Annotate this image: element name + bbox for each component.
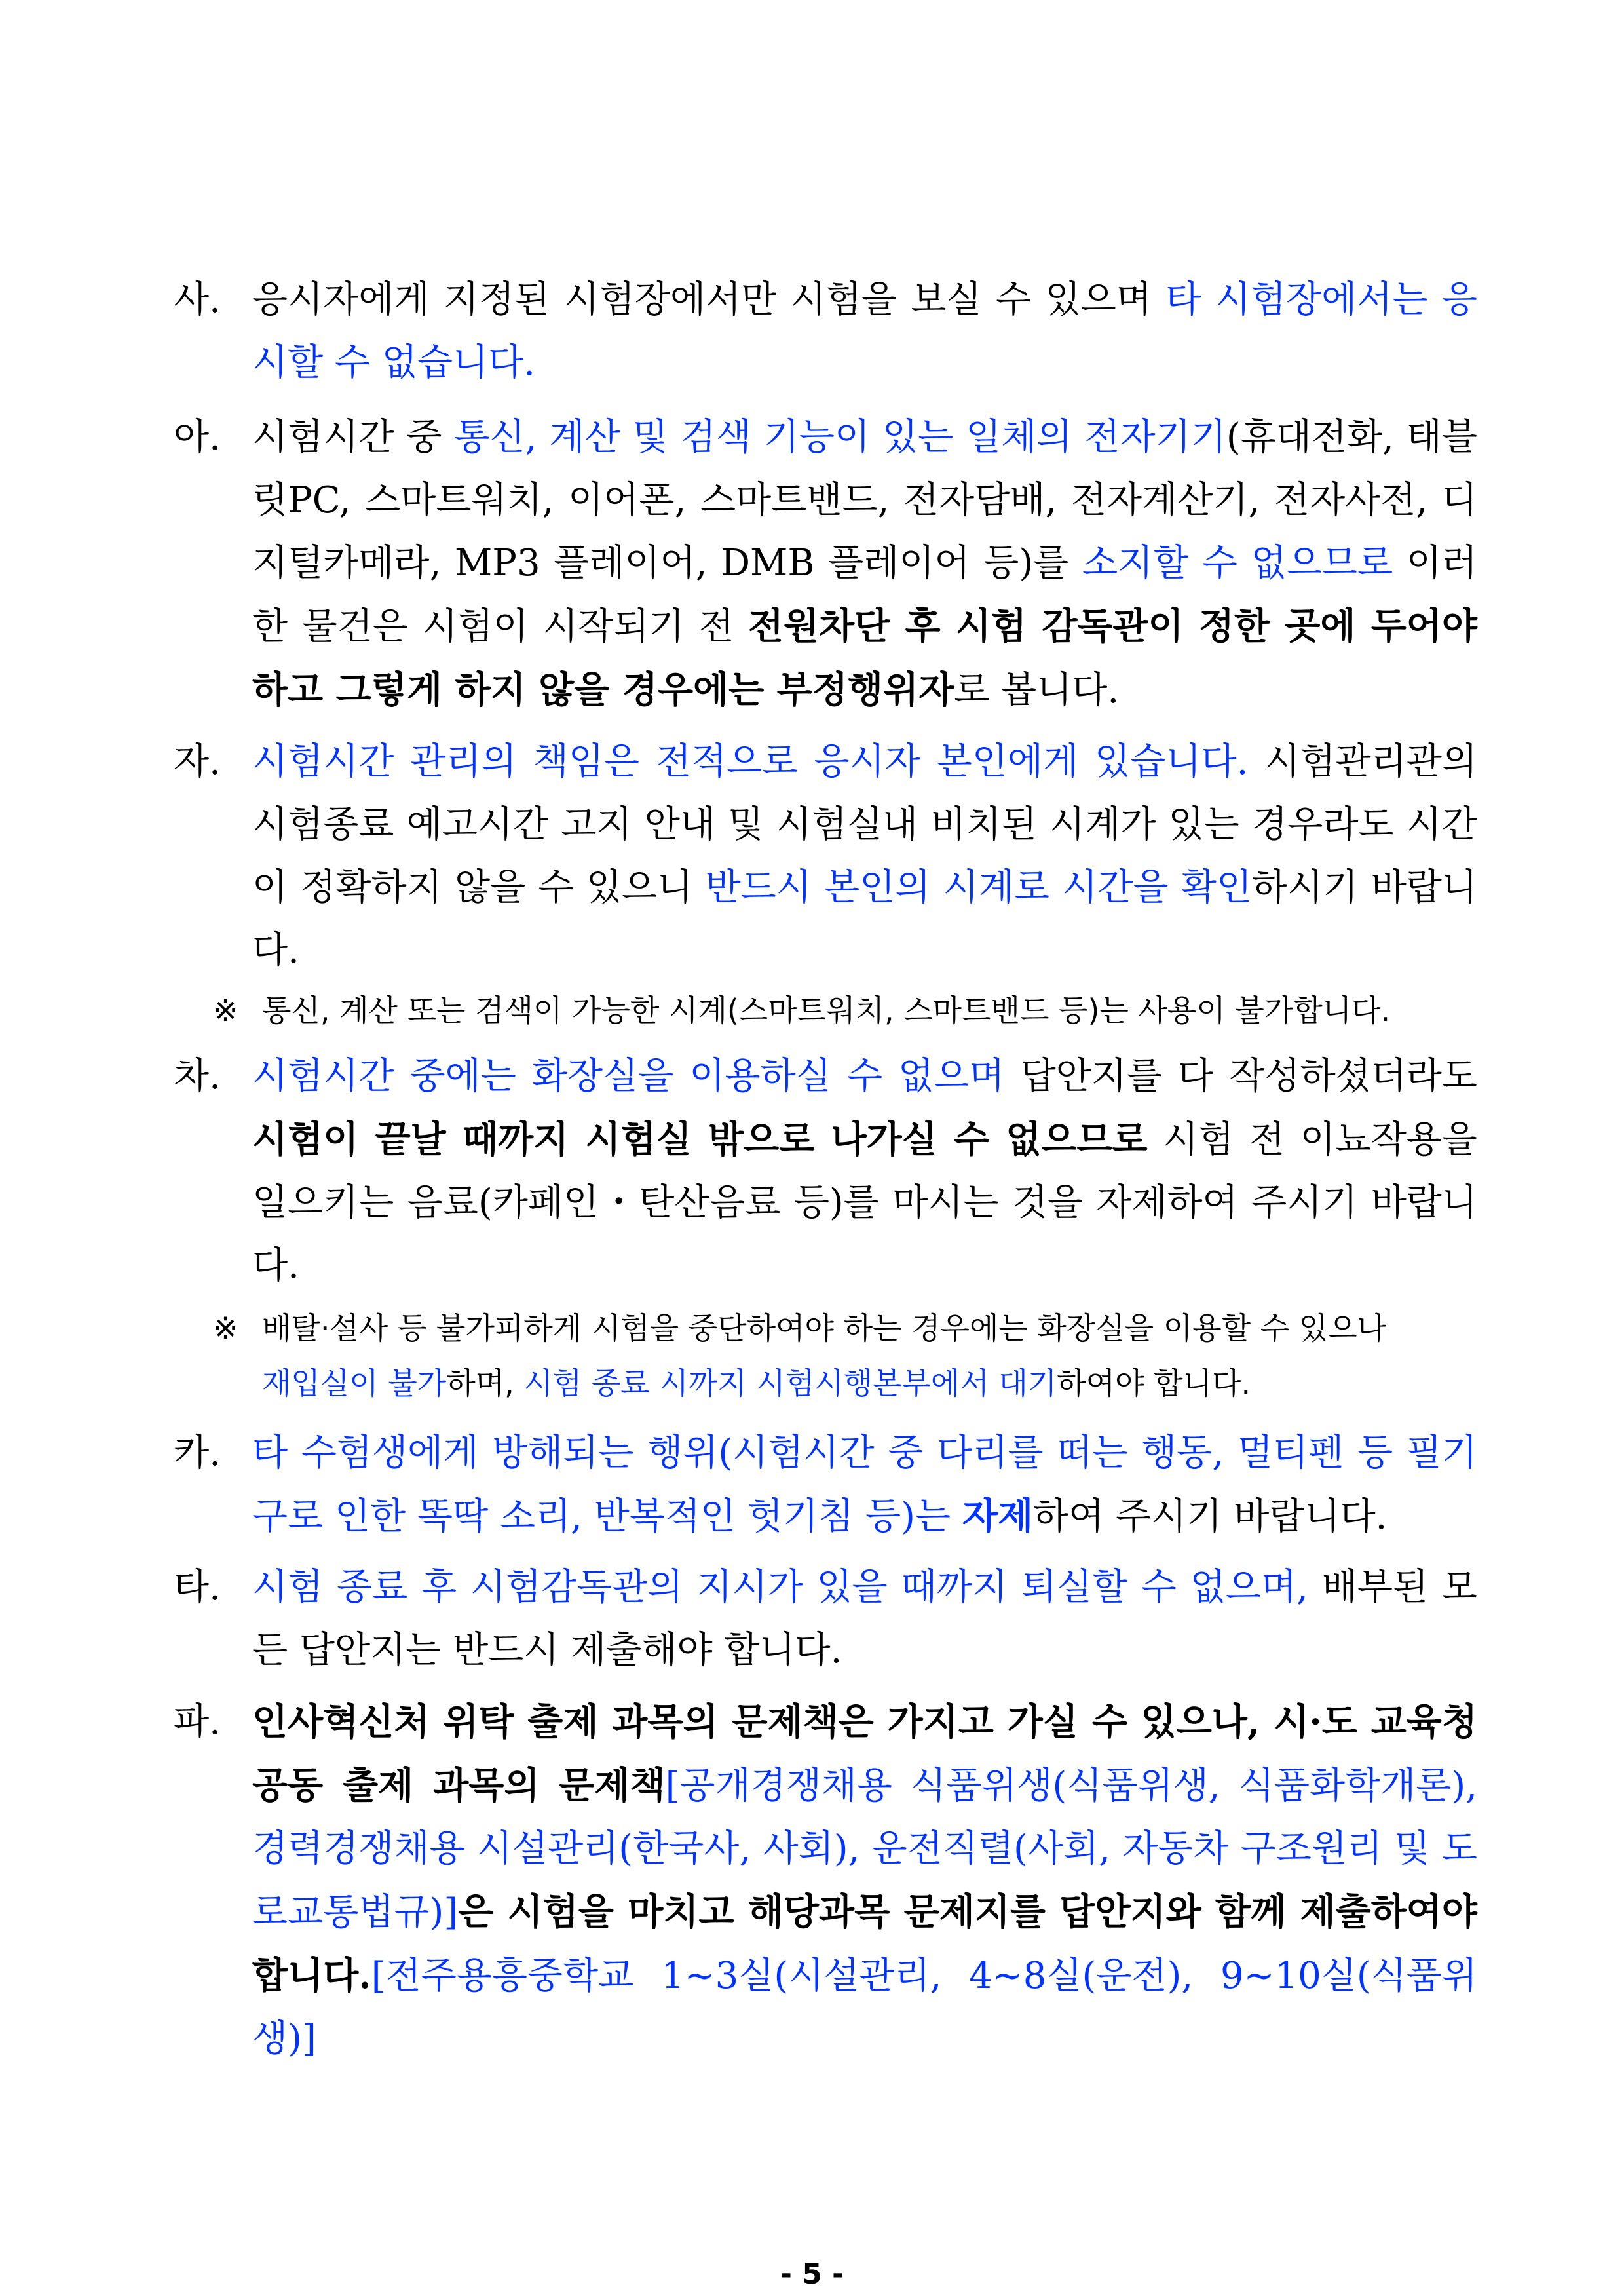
emphasis-text: [전주용흥중학교 1~3실(시설관리, 4~8실(운전), 9~10실(식품위생)] bbox=[252, 1955, 1477, 2060]
note-continuation: 재입실이 불가하며, 시험 종료 시까지 시험시행본부에서 대기하여야 합니다. bbox=[262, 1366, 1251, 1401]
section-body: 시험시간 중 통신, 계산 및 검색 기능이 있는 일체의 전자기기(휴대전화, 태블릿PC, 스마트워치, 이어폰, 스마트밴드, 전자담배, 전자계산기, 전자사전, 디지털카메라, MP3 플레이어, DMB 플레이어 등)를 소지할 수 없으므로 이러한 물건은 시험이 시작되기 전 전원차단 후 시험 감독관이 정한 곳에 두어야 하고 그렇게 하지 않을 경우에는 부정행위자로 봅니다. bbox=[252, 416, 1478, 712]
bold-text: 시험이 끝날 때까지 시험실 밖으로 나가실 수 없으므로 bbox=[252, 1118, 1148, 1161]
section-marker: 자. bbox=[174, 740, 221, 783]
emphasis-text: 시험 종료 후 시험감독관의 지시가 있을 때까지 퇴실할 수 없으며, bbox=[252, 1566, 1308, 1609]
bold-text: 은 시험을 마치고 해당과목 문제지를 답안지와 함께 제출하여야 합니다. bbox=[252, 1890, 1477, 1997]
section-body: 시험 종료 후 시험감독관의 지시가 있을 때까지 퇴실할 수 없으며, 배부된 모든 답안지는 반드시 제출해야 합니다. bbox=[252, 1566, 1477, 1672]
section-body: 타 수험생에게 방해되는 행위(시험시간 중 다리를 떠는 행동, 멀티펜 등 필기구로 인한 똑딱 소리, 반복적인 헛기침 등)는 자제하여 주시기 바랍니다. bbox=[252, 1432, 1477, 1538]
note-marker: ※ bbox=[213, 1311, 238, 1346]
note-text: 배탈·설사 등 불가피하게 시험을 중단하여야 하는 경우에는 화장실을 이용할 수 있으나 bbox=[262, 1311, 1387, 1346]
section-marker: 사. bbox=[174, 278, 221, 321]
section-marker: 아. bbox=[174, 416, 221, 459]
emphasis-text: 반드시 본인의 시계로 시간을 확인 bbox=[705, 866, 1253, 909]
section-pa bbox=[174, 1691, 1477, 2071]
emphasis-bold-text: 자제 bbox=[962, 1495, 1034, 1538]
section-body bbox=[252, 1691, 1477, 2071]
note-smartwatch bbox=[213, 983, 1484, 1038]
emphasis-text: [공개경쟁채용 식품위생(식품위생, 식품화학개론), 경력경쟁채용 시설관리(한국사, 사회), 운전직렬(사회, 자동차 구조원리 및 도로교통법규)] bbox=[252, 1765, 1477, 1934]
section-marker: 파. bbox=[174, 1700, 221, 1743]
note-marker: ※ bbox=[213, 993, 238, 1028]
bold-text: 인사혁신처 위탁 출제 과목의 문제책은 가지고 가실 수 있으나, 시·도 교육청 공동 출제 과목의 문제책 bbox=[252, 1700, 1477, 1807]
section-marker: 타. bbox=[174, 1566, 221, 1609]
emphasis-text: 타 수험생에게 방해되는 행위 bbox=[252, 1432, 719, 1474]
emphasis-text: 소지할 수 없으므로 bbox=[1082, 542, 1393, 584]
section-ja bbox=[174, 731, 1477, 982]
note-restroom bbox=[213, 1301, 1484, 1411]
section-marker: 카. bbox=[174, 1432, 221, 1474]
emphasis-text: 시험시간 관리의 책임은 전적으로 응시자 본인에게 있습니다. bbox=[252, 740, 1249, 783]
emphasis-text: (시험시간 중 다리를 떠는 행동, 멀티펜 등 필기구로 인한 똑딱 소리, 반복적인 헛기침 등)는 bbox=[252, 1432, 1477, 1538]
emphasis-text: 시험시간 중에는 화장실을 이용하실 수 없으며 bbox=[252, 1055, 1005, 1098]
section-body: 시험시간 관리의 책임은 전적으로 응시자 본인에게 있습니다. 시험관리관의 시험종료 예고시간 고지 안내 및 시험실내 비치된 시계가 있는 경우라도 시간이 정확하지 않을 수 있으니 반드시 본인의 시계로 시간을 확인하시기 바랍니다. bbox=[252, 740, 1477, 972]
section-body: 응시자에게 지정된 시험장에서만 시험을 보실 수 있으며 타 시험장에서는 응시할 수 없습니다. bbox=[252, 278, 1477, 384]
emphasis-text: 시험 종료 시까지 시험시행본부에서 대기 bbox=[523, 1366, 1057, 1401]
page-number: - 5 - bbox=[780, 2257, 844, 2291]
emphasis-text: 통신, 계산 및 검색 기능이 있는 일체의 전자기기 bbox=[454, 416, 1226, 459]
section-sa bbox=[174, 269, 1477, 394]
section-cha bbox=[174, 1045, 1477, 1297]
section-a bbox=[174, 406, 1477, 722]
note-text: 통신, 계산 또는 검색이 가능한 시계(스마트워치, 스마트밴드 등)는 사용이 불가합니다. bbox=[262, 993, 1391, 1028]
section-ka bbox=[174, 1422, 1477, 1548]
section-body: 시험시간 중에는 화장실을 이용하실 수 없으며 답안지를 다 작성하셨더라도 시험이 끝날 때까지 시험실 밖으로 나가실 수 없으므로 시험 전 이뇨작용을 일으키는 음료(카페인・탄산음료 등)를 마시는 것을 자제하여 주시기 바랍니다. bbox=[252, 1055, 1478, 1287]
section-ta bbox=[174, 1556, 1477, 1682]
emphasis-text: 타 시험장에서는 응시할 수 없습니다. bbox=[252, 278, 1477, 384]
section-marker: 차. bbox=[174, 1055, 221, 1098]
bold-text: 전원차단 후 시험 감독관이 정한 곳에 두어야 하고 그렇게 하지 않을 경우에는 부정행위자 bbox=[252, 605, 1477, 712]
emphasis-text: 재입실이 불가 bbox=[262, 1366, 447, 1401]
